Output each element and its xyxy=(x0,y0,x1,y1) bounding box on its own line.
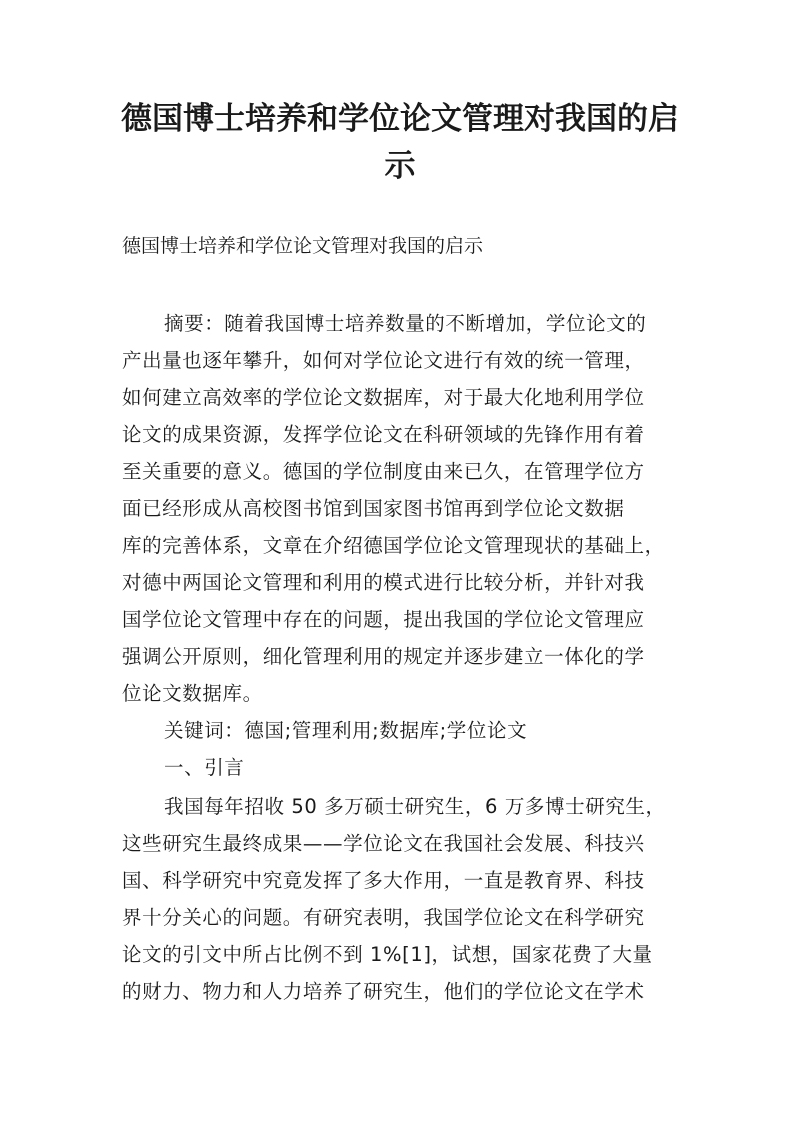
intro-line: 界十分关心的问题。有研究表明，我国学位论文在科学研究 xyxy=(122,906,645,929)
intro-line: 我国每年招收 50 多万硕士研究生，6 万多博士研究生， xyxy=(164,795,666,818)
abstract-line: 国学位论文管理中存在的问题，提出我国的学位论文管理应 xyxy=(122,608,645,631)
document-title xyxy=(110,96,690,190)
abstract-line: 面已经形成从高校图书馆到国家图书馆再到学位论文数据 xyxy=(122,497,625,520)
intro-line: 国、科学研究中究竟发挥了多大作用，一直是教育界、科技 xyxy=(122,869,645,892)
intro-line: 的财力、物力和人力培养了研究生，他们的学位论文在学术 xyxy=(122,980,645,1003)
abstract-line: 库的完善体系，文章在介绍德国学位论文管理现状的基础上， xyxy=(122,534,665,557)
abstract-line: 至关重要的意义。德国的学位制度由来已久，在管理学位方 xyxy=(122,460,645,483)
abstract-paragraph xyxy=(122,305,690,786)
intro-line: 这些研究生最终成果——学位论文在我国社会发展、科技兴 xyxy=(122,832,645,855)
abstract-line: 对德中两国论文管理和利用的模式进行比较分析，并针对我 xyxy=(122,571,645,594)
abstract-line: 强调公开原则，细化管理利用的规定并逐步建立一体化的学 xyxy=(122,645,645,668)
title-line-2: 示 xyxy=(384,148,416,184)
abstract-line: 摘要：随着我国博士培养数量的不断增加，学位论文的 xyxy=(164,312,647,335)
intro-line: 论文的引文中所占比例不到 1%[1]，试想，国家花费了大量 xyxy=(122,943,653,966)
intro-paragraph xyxy=(122,788,690,1010)
abstract-line: 如何建立高效率的学位论文数据库，对于最大化地利用学位 xyxy=(122,386,645,409)
abstract-line: 产出量也逐年攀升，如何对学位论文进行有效的统一管理， xyxy=(122,349,645,372)
section-heading: 一、引言 xyxy=(164,756,245,779)
keywords-line: 关键词：德国;管理利用;数据库;学位论文 xyxy=(164,719,528,742)
abstract-line: 位论文数据库。 xyxy=(122,682,263,705)
title-line-1: 德国博士培养和学位论文管理对我国的启 xyxy=(121,101,679,137)
document-subtitle: 德国博士培养和学位论文管理对我国的启示 xyxy=(122,235,484,257)
abstract-line: 论文的成果资源，发挥学位论文在科研领域的先锋作用有着 xyxy=(122,423,645,446)
